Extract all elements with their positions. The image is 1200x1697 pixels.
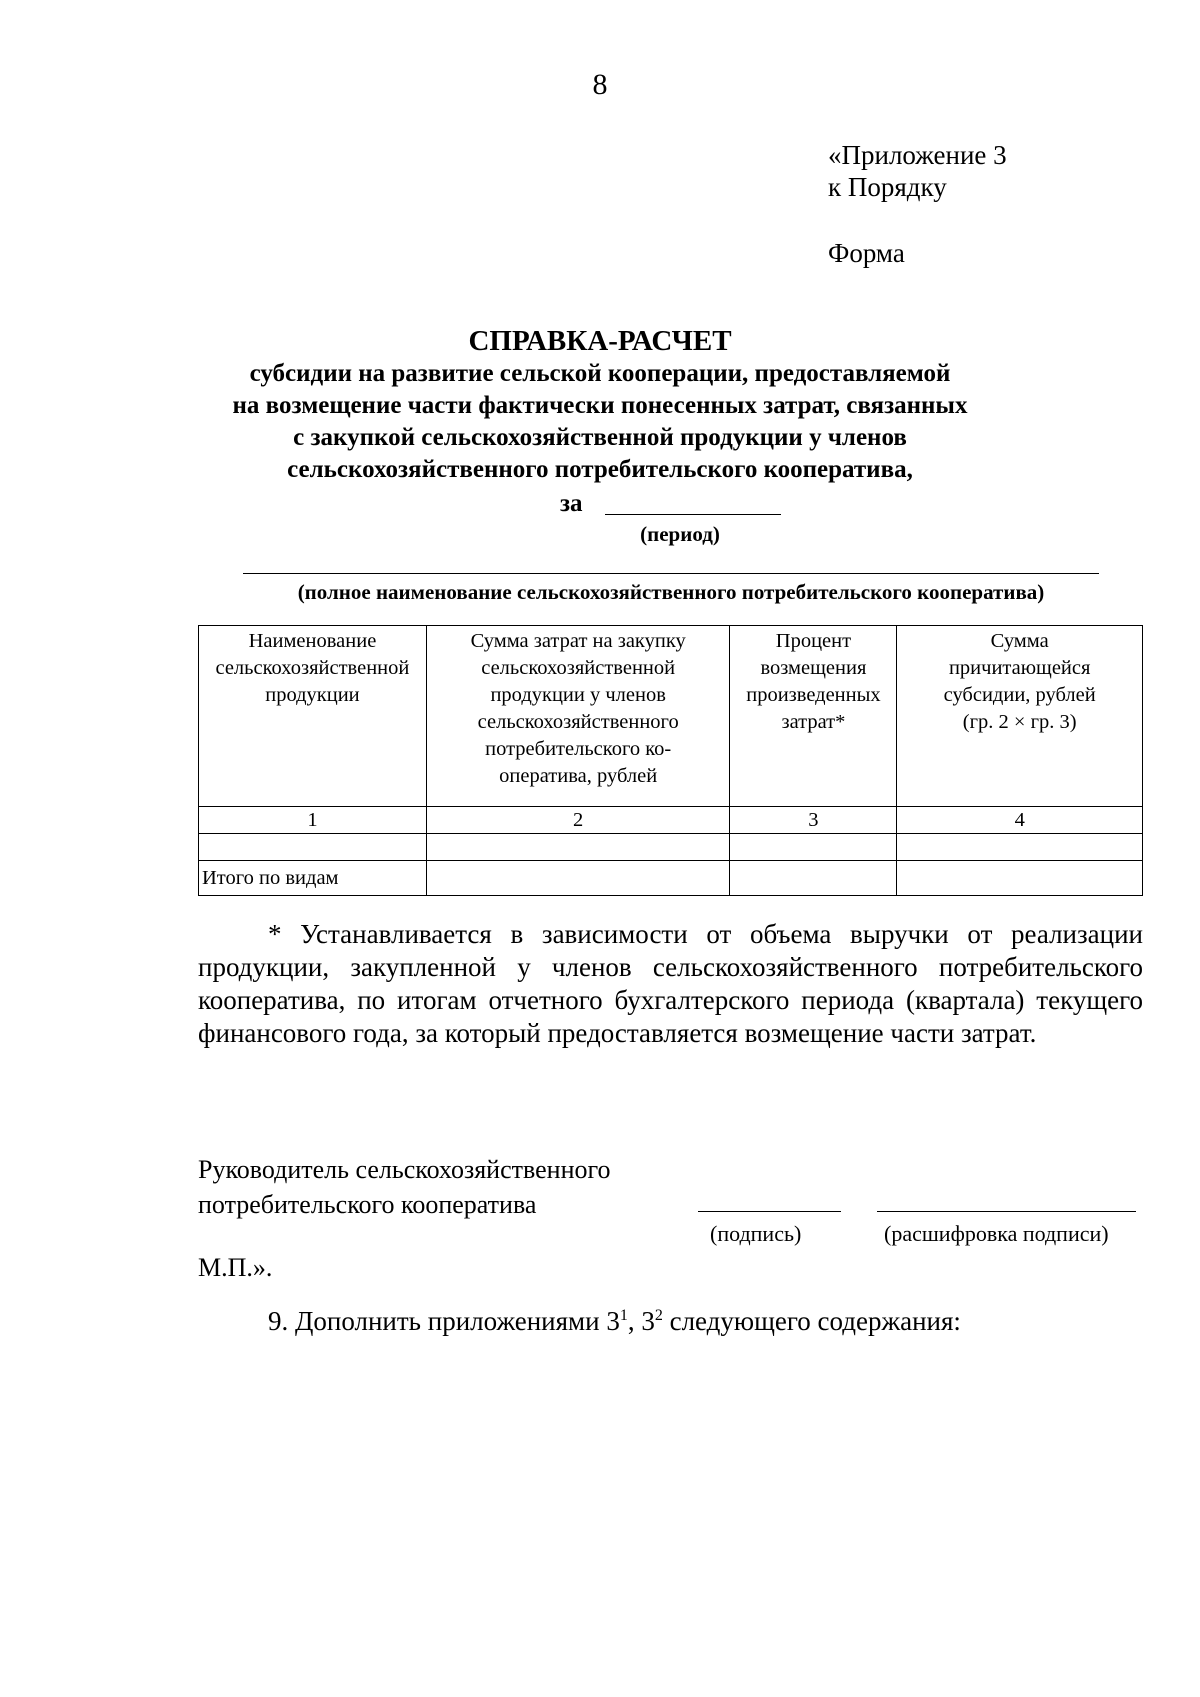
org-name-caption: (полное наименование сельскохозяйственного потребительского кооператива) xyxy=(297,580,1045,604)
header-line: затрат* xyxy=(781,711,846,733)
header-line: продукции у членов xyxy=(490,684,666,706)
table-cell[interactable] xyxy=(730,834,897,861)
header-line: Наименование xyxy=(248,630,377,652)
table-cell[interactable] xyxy=(897,861,1143,896)
table-header-row xyxy=(199,626,1143,807)
column-number-row xyxy=(199,807,1143,834)
table-cell[interactable] xyxy=(897,834,1143,861)
header-reimbursement-percent xyxy=(730,626,897,807)
document-title: СПРАВКА-РАСЧЕТ xyxy=(468,325,732,357)
instruction-paragraph xyxy=(268,1306,961,1337)
header-subsidy-sum xyxy=(897,626,1143,807)
instruction-text: 9. Дополнить приложениями 3 xyxy=(268,1306,620,1336)
superscript: 1 xyxy=(619,1307,628,1324)
form-label: Форма xyxy=(828,238,905,268)
column-number: 4 xyxy=(897,807,1143,834)
table-cell[interactable] xyxy=(199,834,427,861)
header-line: Сумма xyxy=(990,630,1049,652)
subtitle-line: субсидии на развитие сельской кооперации, предоставляемой xyxy=(249,360,951,387)
signature-line[interactable] xyxy=(698,1211,841,1212)
table-cell[interactable] xyxy=(426,834,730,861)
period-prefix: за xyxy=(560,490,583,517)
header-product-name xyxy=(199,626,427,807)
instruction-text: следующего содержания: xyxy=(662,1306,961,1336)
table-cell[interactable] xyxy=(426,861,730,896)
stamp-label: М.П.». xyxy=(198,1253,273,1282)
table-row xyxy=(199,834,1143,861)
table-cell[interactable] xyxy=(730,861,897,896)
header-line: Сумма затрат на закупку xyxy=(470,630,686,652)
header-line: сельскохозяйственной xyxy=(481,657,676,679)
subtitle-line: с закупкой сельскохозяйственной продукции у членов xyxy=(293,424,907,451)
signer-title-cont: потребительского кооператива xyxy=(198,1190,537,1219)
appendix-reference: «Приложение 3 xyxy=(828,140,1007,170)
column-number: 3 xyxy=(730,807,897,834)
column-number: 1 xyxy=(199,807,427,834)
signature-decode-line[interactable] xyxy=(877,1211,1136,1212)
header-line: продукции xyxy=(265,684,360,706)
total-row xyxy=(199,861,1143,896)
header-line: возмещения xyxy=(760,657,867,679)
header-line: потребительского ко- xyxy=(485,738,672,760)
header-cost-sum xyxy=(426,626,730,807)
header-line: (гр. 2 × гр. 3) xyxy=(962,711,1077,733)
header-line: субсидии, рублей xyxy=(943,684,1096,706)
org-name-input-line[interactable] xyxy=(243,573,1099,574)
signature-caption: (подпись) xyxy=(710,1221,802,1246)
column-number: 2 xyxy=(426,807,730,834)
superscript: 2 xyxy=(654,1307,663,1324)
header-line: Процент xyxy=(775,630,852,652)
total-label: Итого по видам xyxy=(199,861,427,896)
header-line: сельскохозяйственной xyxy=(215,657,410,679)
calculation-table xyxy=(198,625,1143,896)
header-line: оператива, рублей xyxy=(499,765,658,787)
header-line: произведенных xyxy=(746,684,881,706)
instruction-text: , 3 xyxy=(627,1306,655,1336)
signer-title: Руководитель сельскохозяйственного xyxy=(198,1155,611,1184)
header-line: причитающейся xyxy=(948,657,1091,679)
appendix-reference-procedure: к Порядку xyxy=(828,172,947,202)
page-number: 8 xyxy=(592,68,608,101)
header-line: сельскохозяйственного xyxy=(477,711,679,733)
subtitle-line: на возмещение части фактически понесенных затрат, связанных xyxy=(232,392,968,419)
signature-decode-caption: (расшифровка подписи) xyxy=(884,1221,1109,1246)
period-input-line[interactable] xyxy=(605,514,781,515)
footnote: * Устанавливается в зависимости от объема выручки от реализации продукции, закупленной у членов сельскохозяйственного потребительского кооператива, по итогам отчетного бухгалтерского периода (квартала) текущего финансового года, за который предоставляется возмещение части затрат. xyxy=(198,919,1143,1048)
subtitle-line: сельскохозяйственного потребительского кооператива, xyxy=(287,456,913,483)
period-caption: (период) xyxy=(640,522,720,546)
